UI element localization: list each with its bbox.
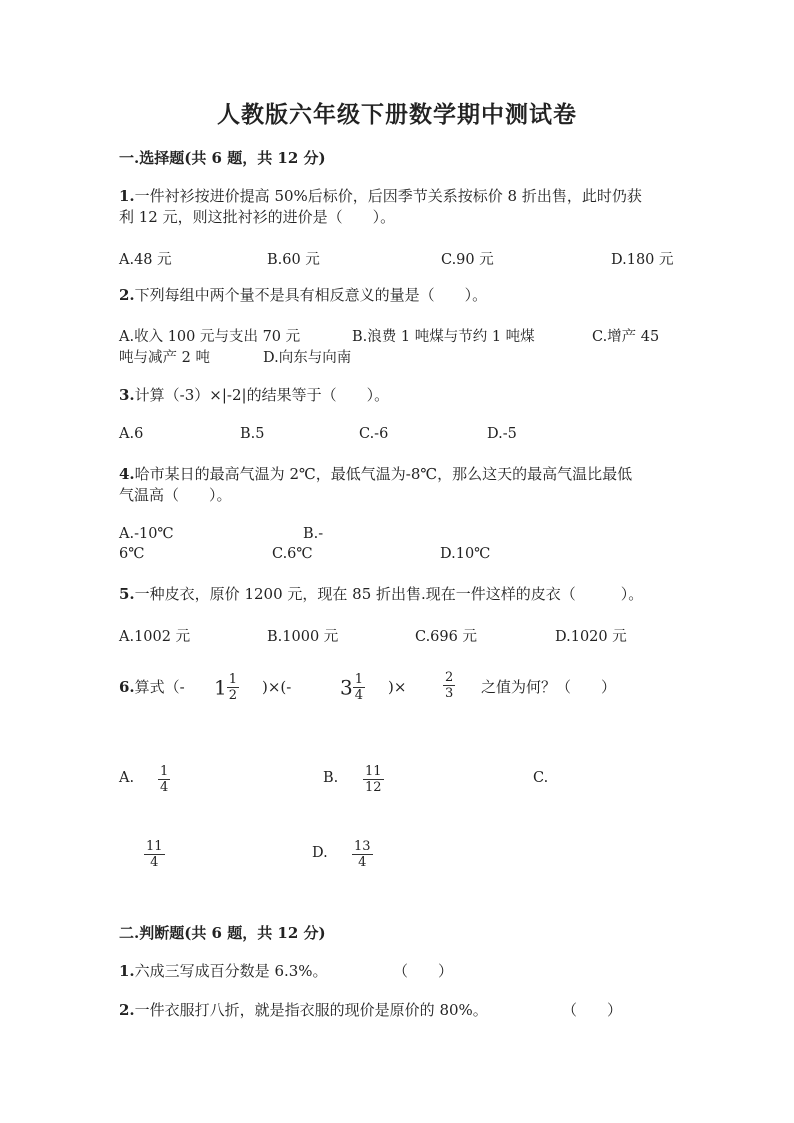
q6-option-d-label: D.: [312, 845, 328, 861]
q4-option-c: C.6℃: [272, 546, 313, 562]
denominator: 4: [358, 855, 367, 870]
numerator: 11: [365, 764, 382, 779]
q3-option-b: B.5: [240, 426, 265, 442]
denominator: 4: [354, 688, 364, 703]
fraction: [227, 672, 239, 703]
q3-option-c: C.-6: [359, 426, 389, 442]
question-text: 计算（-3）×|-2|的结果等于（ ）。: [134, 386, 390, 404]
q6-option-b-fraction: [363, 764, 384, 795]
question-6-mid: )×(-: [262, 678, 292, 696]
question-text: 一种皮衣，原价 1200 元，现在 85 折出售.现在一件这样的皮衣（ ）。: [134, 585, 644, 603]
question-3: [119, 384, 389, 406]
q1-option-c: C.90 元: [441, 252, 494, 268]
judge-question-1-blank: （ ）: [393, 962, 454, 980]
q6-option-a-label: A.: [119, 770, 135, 786]
question-text: 下列每组中两个量不是具有相反意义的量是（ ）。: [134, 286, 488, 304]
whole-part: 3: [340, 675, 353, 700]
q1-option-b: B.60 元: [267, 252, 320, 268]
q2-option-d: D.向东与向南: [263, 350, 352, 366]
question-2: [119, 284, 487, 306]
q2-option-c: C.增产 45: [592, 329, 660, 345]
question-4-line-1: [119, 463, 632, 485]
numerator: 1: [160, 764, 169, 779]
q4-option-a: A.-10℃: [119, 526, 174, 542]
q1-option-d: D.180 元: [611, 252, 674, 268]
q4-option-d: D.10℃: [440, 546, 491, 562]
judge-question-1: [119, 960, 328, 982]
judge-question-2: [119, 999, 488, 1021]
numerator: 11: [146, 839, 163, 854]
section-heading-choice: 一.选择题(共 6 题，共 12 分): [119, 149, 326, 167]
q4-option-b: B.-: [303, 526, 324, 542]
q6-option-b-label: B.: [323, 770, 339, 786]
denominator: 3: [445, 686, 454, 701]
q1-option-a: A.48 元: [119, 252, 172, 268]
fraction: [363, 764, 384, 795]
numerator: 2: [445, 670, 454, 685]
q6-option-c-fraction: [144, 839, 165, 870]
q5-option-d: D.1020 元: [555, 629, 627, 645]
mixed-number-1: [214, 672, 239, 703]
question-4-line-2: 气温高（ ）。: [119, 486, 232, 504]
q3-option-a: A.6: [119, 426, 144, 442]
fraction: [352, 839, 373, 870]
fraction: [144, 839, 165, 870]
question-number: 3.: [119, 386, 135, 404]
question-number: 1.: [119, 187, 135, 205]
denominator: 2: [228, 688, 238, 703]
q2-option-c-continued: 吨与减产 2 吨: [119, 350, 210, 366]
q2-option-a: A.收入 100 元与支出 70 元: [119, 329, 301, 345]
question-6-suffix: 之值为何？（ ）: [481, 678, 617, 696]
q4-option-b-continued: 6℃: [119, 546, 145, 562]
page-title: 人教版六年级下册数学期中测试卷: [217, 101, 577, 128]
q6-option-c-label: C.: [533, 770, 549, 786]
fraction: [353, 672, 365, 703]
q5-option-a: A.1002 元: [119, 629, 191, 645]
question-6-times: )×: [388, 678, 407, 696]
question-text: 算式（-: [134, 678, 185, 696]
fraction: [158, 764, 170, 795]
question-1-line-1: [119, 185, 642, 207]
question-number: 2.: [119, 1001, 135, 1019]
denominator: 12: [365, 780, 382, 795]
question-number: 1.: [119, 962, 135, 980]
q2-option-b: B.浪费 1 吨煤与节约 1 吨煤: [352, 329, 535, 345]
question-6-prefix: [119, 676, 185, 698]
q6-option-a-fraction: [158, 764, 170, 795]
question-text: 哈市某日的最高气温为 2℃，最低气温为-8℃，那么这天的最高气温比最低: [134, 465, 633, 483]
question-text: 一件衬衫按进价提高 50%后标价，后因季节关系按标价 8 折出售，此时仍获: [134, 187, 642, 205]
question-1-line-2: 利 12 元，则这批衬衫的进价是（ ）。: [119, 208, 396, 226]
fraction: [443, 670, 455, 701]
question-number: 2.: [119, 286, 135, 304]
question-number: 4.: [119, 465, 135, 483]
q5-option-c: C.696 元: [415, 629, 477, 645]
numerator: 1: [354, 672, 364, 687]
question-5: [119, 583, 643, 605]
numerator: 1: [228, 672, 238, 687]
q6-option-d-fraction: [352, 839, 373, 870]
question-number: 6.: [119, 678, 135, 696]
numerator: 13: [354, 839, 371, 854]
question-text: 六成三写成百分数是 6.3%。: [134, 962, 328, 980]
question-text: 一件衣服打八折，就是指衣服的现价是原价的 80%。: [134, 1001, 488, 1019]
mixed-number-2: [340, 672, 365, 703]
fraction-two-thirds: [443, 670, 455, 701]
denominator: 4: [150, 855, 159, 870]
denominator: 4: [160, 780, 169, 795]
q3-option-d: D.-5: [487, 426, 517, 442]
q5-option-b: B.1000 元: [267, 629, 339, 645]
whole-part: 1: [214, 675, 227, 700]
question-number: 5.: [119, 585, 135, 603]
section-heading-judge: 二.判断题(共 6 题，共 12 分): [119, 924, 326, 942]
judge-question-2-blank: （ ）: [562, 1001, 623, 1019]
